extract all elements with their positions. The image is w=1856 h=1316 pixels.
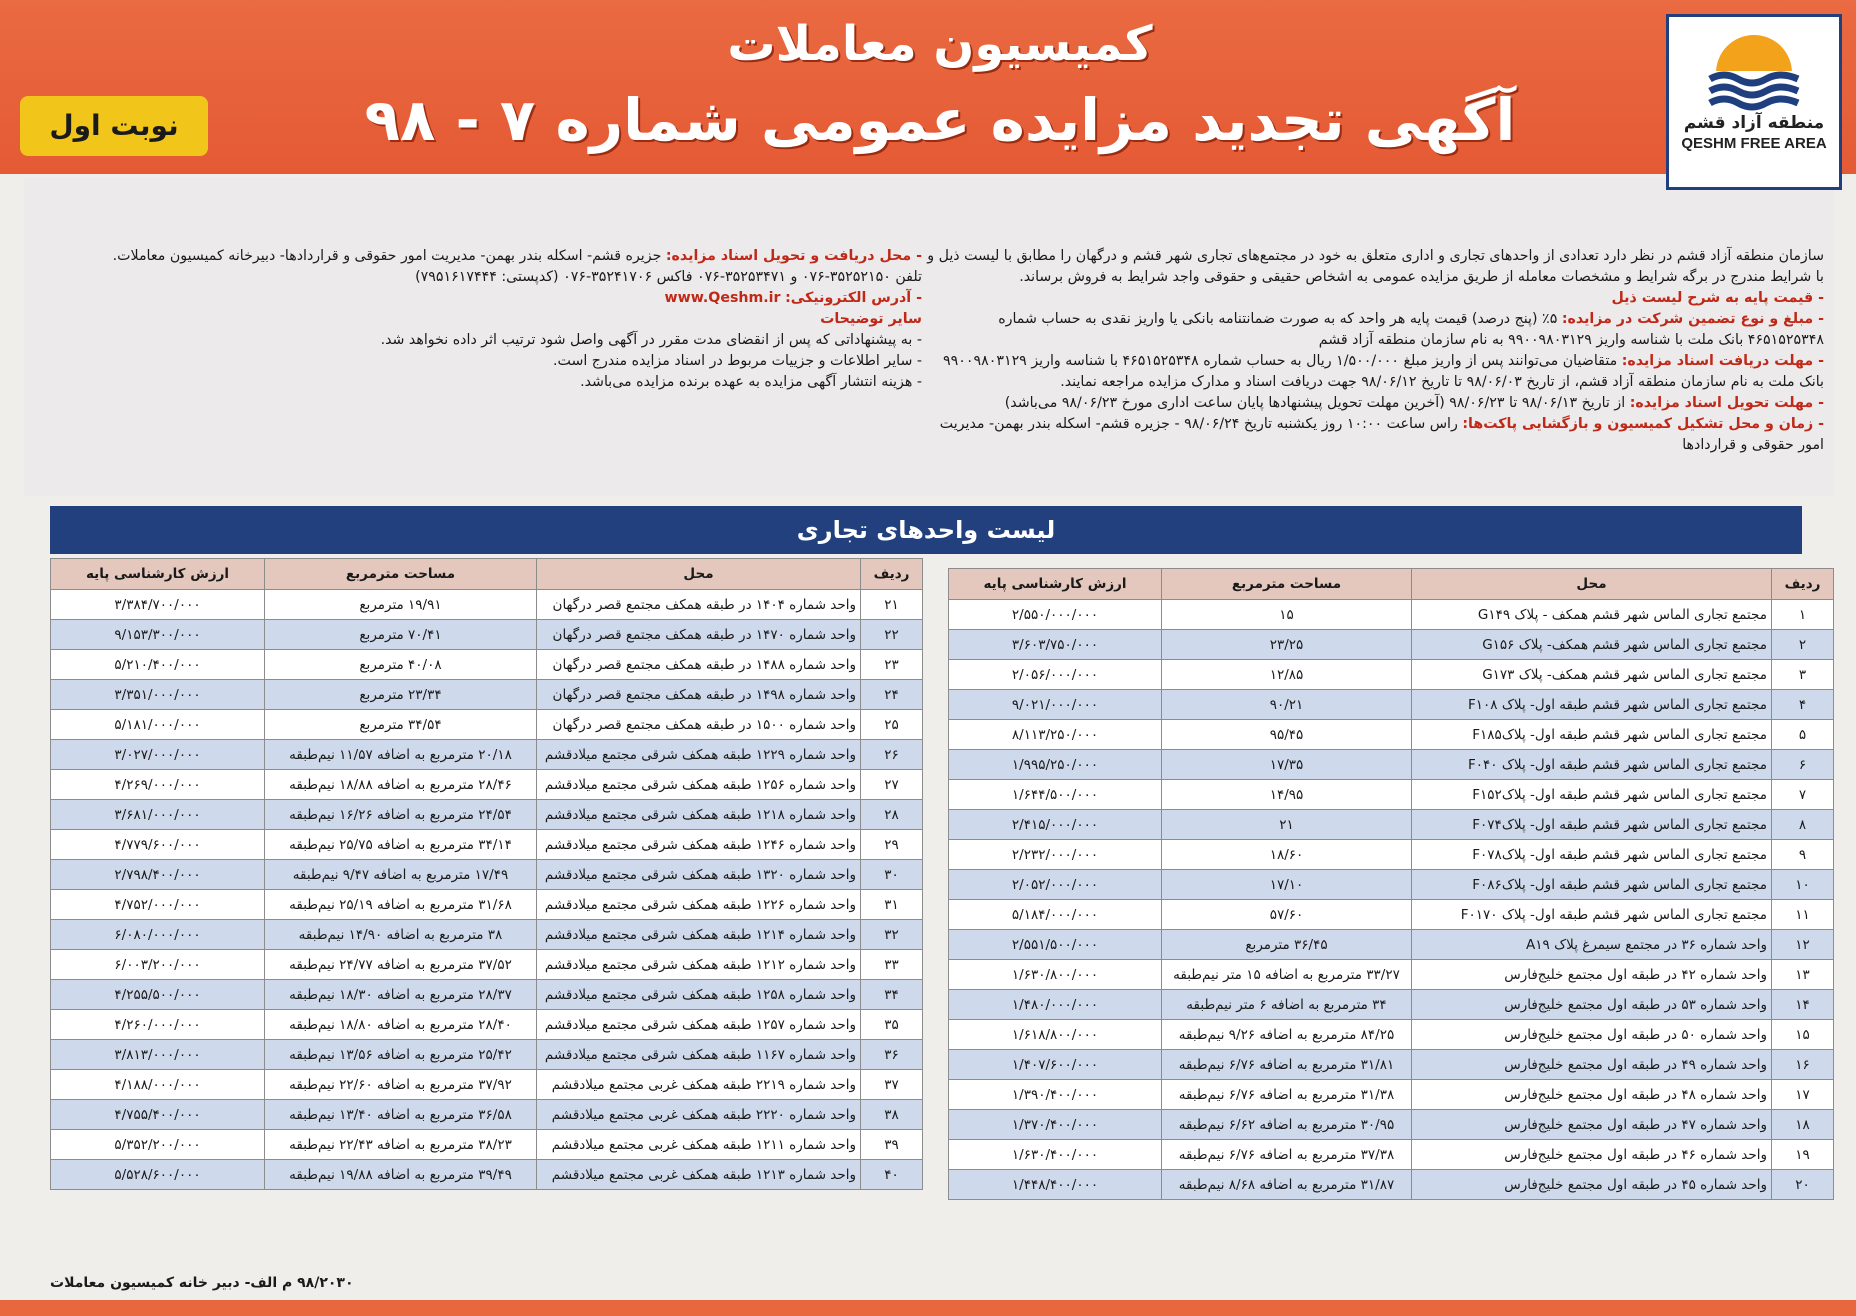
row-number-cell: ۱۷ [1772,1080,1834,1110]
price-cell: ۴/۲۵۵/۵۰۰/۰۰۰ [51,980,265,1010]
price-cell: ۱/۹۹۵/۲۵۰/۰۰۰ [949,750,1162,780]
price-cell: ۶/۰۸۰/۰۰۰/۰۰۰ [51,920,265,950]
row-number-cell: ۱۸ [1772,1110,1834,1140]
row-number-cell: ۶ [1772,750,1834,780]
price-cell: ۱/۶۴۴/۵۰۰/۰۰۰ [949,780,1162,810]
location-cell: واحد شماره ۵۳ در طبقه اول مجتمع خلیج‌فارس [1412,990,1772,1020]
units-table-right [948,568,1834,1200]
row-number-cell: ۳۰ [861,860,923,890]
area-cell: ۳۴/۵۴ مترمربع [265,710,537,740]
table-row [51,920,923,950]
price-cell: ۳/۸۱۳/۰۰۰/۰۰۰ [51,1040,265,1070]
price-cell: ۴/۲۶۰/۰۰۰/۰۰۰ [51,1010,265,1040]
table-row [949,630,1834,660]
area-cell: ۳۳/۲۷ مترمربع به اضافه ۱۵ متر نیم‌طبقه [1162,960,1412,990]
table-row [51,770,923,800]
price-cell: ۵/۳۵۲/۲۰۰/۰۰۰ [51,1130,265,1160]
table-row [51,830,923,860]
area-cell: ۲۳/۲۵ [1162,630,1412,660]
price-cell: ۱/۴۸۰/۰۰۰/۰۰۰ [949,990,1162,1020]
row-number-cell: ۴ [1772,690,1834,720]
table-row [51,1010,923,1040]
table-row [949,720,1834,750]
row-number-cell: ۳۹ [861,1130,923,1160]
area-cell: ۳۴/۱۴ مترمربع به اضافه ۲۵/۷۵ نیم‌طبقه [265,830,537,860]
location-cell: واحد شماره ۱۴۹۸ در طبقه همکف مجتمع قصر درگهان [537,680,861,710]
row-number-cell: ۳ [1772,660,1834,690]
price-cell: ۳/۰۲۷/۰۰۰/۰۰۰ [51,740,265,770]
col-header-price: ارزش کارشناسی پایه [949,569,1162,600]
sun-waves-icon [1694,27,1814,111]
website-line: - آدرس الکترونیکی: www.Qeshm.ir [664,290,922,306]
price-cell: ۲/۵۵۱/۵۰۰/۰۰۰ [949,930,1162,960]
price-cell: ۹/۰۲۱/۰۰۰/۰۰۰ [949,690,1162,720]
table-row [949,900,1834,930]
area-cell: ۸۴/۲۵ مترمربع به اضافه ۹/۲۶ نیم‌طبقه [1162,1020,1412,1050]
row-number-cell: ۲۱ [861,590,923,620]
row-number-cell: ۳۳ [861,950,923,980]
area-cell: ۱۷/۳۵ [1162,750,1412,780]
location-cell: مجتمع تجاری الماس شهر قشم طبقه اول- پلاک F۰۱۷۰ [1412,900,1772,930]
table-row [949,1140,1834,1170]
area-cell: ۳۷/۹۲ مترمربع به اضافه ۲۲/۶۰ نیم‌طبقه [265,1070,537,1100]
intro-section [24,178,1834,496]
price-cell: ۳/۶۸۱/۰۰۰/۰۰۰ [51,800,265,830]
price-cell: ۲/۲۳۲/۰۰۰/۰۰۰ [949,840,1162,870]
area-cell: ۳۸ مترمربع به اضافه ۱۴/۹۰ نیم‌طبقه [265,920,537,950]
area-cell: ۷۰/۴۱ مترمربع [265,620,537,650]
area-cell: ۴۰/۰۸ مترمربع [265,650,537,680]
price-cell: ۴/۷۵۵/۴۰۰/۰۰۰ [51,1100,265,1130]
price-cell: ۵/۱۸۱/۰۰۰/۰۰۰ [51,710,265,740]
location-cell: واحد شماره ۴۹ در طبقه اول مجتمع خلیج‌فارس [1412,1050,1772,1080]
intro-paragraph: سازمان منطقه آزاد قشم در نظر دارد تعدادی از واحدهای تجاری و اداری متعلق به خود در مجتمع‌های تجاری شهر قشم و درگهان را مطابق با لیست ذیل و با شرایط مندرج در برگه شرایط و مشخصات معامله از طریق مزایده عمومی به اشخاص حقیقی و حقوقی واجد شرایط به فروش برساند. [927,248,1824,285]
row-number-cell: ۳۸ [861,1100,923,1130]
col-header-location: محل [1412,569,1772,600]
area-cell: ۳۷/۵۲ مترمربع به اضافه ۲۴/۷۷ نیم‌طبقه [265,950,537,980]
section-title: لیست واحدهای تجاری [50,506,1802,554]
location-cell: واحد شماره ۴۶ در طبقه اول مجتمع خلیج‌فارس [1412,1140,1772,1170]
price-cell: ۴/۱۸۸/۰۰۰/۰۰۰ [51,1070,265,1100]
row-number-cell: ۲۹ [861,830,923,860]
price-cell: ۵/۲۱۰/۴۰۰/۰۰۰ [51,650,265,680]
row-number-cell: ۱۰ [1772,870,1834,900]
row-number-cell: ۲۳ [861,650,923,680]
table-row [949,1050,1834,1080]
row-number-cell: ۱۵ [1772,1020,1834,1050]
logo-text-en: QESHM FREE AREA [1681,135,1827,152]
area-cell: ۱۲/۸۵ [1162,660,1412,690]
table-header-row [51,559,923,590]
table-row [51,1130,923,1160]
row-number-cell: ۹ [1772,840,1834,870]
area-cell: ۱۴/۹۵ [1162,780,1412,810]
col-header-area: مساحت مترمربع [265,559,537,590]
qeshm-logo [1666,14,1842,190]
table-row [51,800,923,830]
intro-terms [924,246,1834,456]
location-cell: مجتمع تجاری الماس شهر قشم طبقه اول- پلاکF۰۷۴ [1412,810,1772,840]
location-cell: واحد شماره ۱۲۱۴ طبقه همکف شرقی مجتمع میلادقشم [537,920,861,950]
table-row [949,1020,1834,1050]
price-cell: ۲/۵۵۰/۰۰۰/۰۰۰ [949,600,1162,630]
row-number-cell: ۳۲ [861,920,923,950]
table-row [949,750,1834,780]
units-table-left [50,558,923,1190]
table-row [949,960,1834,990]
location-cell: واحد شماره ۲۲۲۰ طبقه همکف غربی مجتمع میلادقشم [537,1100,861,1130]
area-cell: ۳۶/۴۵ مترمربع [1162,930,1412,960]
area-cell: ۲۸/۴۶ مترمربع به اضافه ۱۸/۸۸ نیم‌طبقه [265,770,537,800]
doc-receipt-line: - مهلت دریافت اسناد مزایده: متقاضیان می‌توانند پس از واریز مبلغ ۱/۵۰۰/۰۰۰ ریال به حساب شماره ۴۶۵۱۵۲۵۳۴۸ با شناسه واریز ۹۹۰۰۹۸۰۳۱۲۹ بانک ملت به نام سازمان منطقه آزاد قشم، از تاریخ ۹۸/۰۶/۰۳ تا تاریخ ۹۸/۰۶/۱۲ جهت دریافت اسناد و مدارک مزایده مراجعه نمایند. [942,353,1824,390]
table-row [949,600,1834,630]
table-row [51,890,923,920]
location-cell: واحد شماره ۱۴۸۸ در طبقه همکف مجتمع قصر درگهان [537,650,861,680]
table-row [949,780,1834,810]
row-number-cell: ۱ [1772,600,1834,630]
location-cell: مجتمع تجاری الماس شهر قشم طبقه اول- پلاکF۱۸۵ [1412,720,1772,750]
area-cell: ۱۹/۹۱ مترمربع [265,590,537,620]
table-row [949,870,1834,900]
table-header-row [949,569,1834,600]
delivery-location-line: - محل دریافت و تحویل اسناد مزایده: جزیره قشم- اسکله بندر بهمن- مدیریت امور حقوقی و قراردادها- دبیرخانه کمیسیون معاملات. [112,248,922,264]
location-cell: واحد شماره ۴۸ در طبقه اول مجتمع خلیج‌فارس [1412,1080,1772,1110]
location-cell: واحد شماره ۱۴۰۴ در طبقه همکف مجتمع قصر درگهان [537,590,861,620]
location-cell: واحد شماره ۵۰ در طبقه اول مجتمع خلیج‌فارس [1412,1020,1772,1050]
table-row [949,810,1834,840]
location-cell: واحد شماره ۱۲۵۸ طبقه همکف شرقی مجتمع میلادقشم [537,980,861,1010]
doc-delivery-line: - مهلت تحویل اسناد مزایده: از تاریخ ۹۸/۰۶/۱۳ تا ۹۸/۰۶/۲۳ (آخرین مهلت تحویل پیشنهادها پایان ساعت اداری مورخ ۹۸/۰۶/۲۳ می‌باشد) [1004,395,1824,411]
row-number-cell: ۱۲ [1772,930,1834,960]
price-cell: ۶/۰۰۳/۲۰۰/۰۰۰ [51,950,265,980]
col-header-location: محل [537,559,861,590]
row-number-cell: ۲۷ [861,770,923,800]
table-row [51,980,923,1010]
location-cell: واحد شماره ۱۲۱۸ طبقه همکف شرقی مجتمع میلادقشم [537,800,861,830]
footer-note: ۹۸/۲۰۳۰ م الف- دبیر خانه کمیسیون معاملات [50,1275,354,1291]
table-row [51,860,923,890]
location-cell: مجتمع تجاری الماس شهر قشم طبقه اول- پلاکF۰۸۶ [1412,870,1772,900]
location-cell: واحد شماره ۴۲ در طبقه اول مجتمع خلیج‌فارس [1412,960,1772,990]
table-row [51,1100,923,1130]
table-row [51,590,923,620]
area-cell: ۳۱/۶۸ مترمربع به اضافه ۲۵/۱۹ نیم‌طبقه [265,890,537,920]
col-header-area: مساحت مترمربع [1162,569,1412,600]
intro-contact [34,246,922,393]
row-number-cell: ۲۴ [861,680,923,710]
table-row [949,840,1834,870]
location-cell: واحد شماره ۱۳۲۰ طبقه همکف شرقی مجتمع میلادقشم [537,860,861,890]
row-number-cell: ۳۶ [861,1040,923,1070]
location-cell: مجتمع تجاری الماس شهر قشم طبقه اول- پلاکF۰۷۸ [1412,840,1772,870]
price-cell: ۲/۰۵۲/۰۰۰/۰۰۰ [949,870,1162,900]
base-price-line: - قیمت پایه به شرح لیست ذیل [1611,290,1824,306]
page-subtitle: آگهی تجدید مزایده عمومی شماره ۷ - ۹۸ [364,86,1516,154]
table-row [51,1040,923,1070]
location-cell: واحد شماره ۴۵ در طبقه اول مجتمع خلیج‌فارس [1412,1170,1772,1200]
area-cell: ۲۸/۴۰ مترمربع به اضافه ۱۸/۸۰ نیم‌طبقه [265,1010,537,1040]
location-cell: واحد شماره ۱۲۲۹ طبقه همکف شرقی مجتمع میلادقشم [537,740,861,770]
table-row [949,990,1834,1020]
row-number-cell: ۳۷ [861,1070,923,1100]
row-number-cell: ۳۱ [861,890,923,920]
row-number-cell: ۸ [1772,810,1834,840]
price-cell: ۱/۴۴۸/۴۰۰/۰۰۰ [949,1170,1162,1200]
table-row [51,740,923,770]
price-cell: ۵/۵۲۸/۶۰۰/۰۰۰ [51,1160,265,1190]
price-cell: ۲/۰۵۶/۰۰۰/۰۰۰ [949,660,1162,690]
area-cell: ۳۶/۵۸ مترمربع به اضافه ۱۳/۴۰ نیم‌طبقه [265,1100,537,1130]
row-number-cell: ۲۶ [861,740,923,770]
location-cell: مجتمع تجاری الماس شهر قشم طبقه اول- پلاک F۰۴۰ [1412,750,1772,780]
price-cell: ۱/۳۷۰/۴۰۰/۰۰۰ [949,1110,1162,1140]
location-cell: واحد شماره ۳۶ در مجتمع سیمرغ پلاک A۱۹ [1412,930,1772,960]
table-row [949,660,1834,690]
location-cell: واحد شماره ۱۲۵۷ طبقه همکف شرقی مجتمع میلادقشم [537,1010,861,1040]
note-item: - سایر اطلاعات و جزییات مربوط در اسناد مزایده مندرج است. [553,353,922,369]
row-number-cell: ۱۴ [1772,990,1834,1020]
col-header-price: ارزش کارشناسی پایه [51,559,265,590]
area-cell: ۲۵/۴۲ مترمربع به اضافه ۱۳/۵۶ نیم‌طبقه [265,1040,537,1070]
row-number-cell: ۲۲ [861,620,923,650]
area-cell: ۲۰/۱۸ مترمربع به اضافه ۱۱/۵۷ نیم‌طبقه [265,740,537,770]
row-number-cell: ۴۰ [861,1160,923,1190]
row-number-cell: ۱۶ [1772,1050,1834,1080]
location-cell: واحد شماره ۱۱۶۷ طبقه همکف شرقی مجتمع میلادقشم [537,1040,861,1070]
price-cell: ۴/۷۵۲/۰۰۰/۰۰۰ [51,890,265,920]
location-cell: مجتمع تجاری الماس شهر قشم همکف- پلاک G۱۷۳ [1412,660,1772,690]
price-cell: ۳/۶۰۳/۷۵۰/۰۰۰ [949,630,1162,660]
phone-line: تلفن ۳۵۲۵۲۱۵۰-۰۷۶ و ۳۵۲۵۳۴۷۱-۰۷۶ فاکس ۳۵۲۴۱۷۰۶-۰۷۶ (کدپستی: ۷۹۵۱۶۱۷۴۴۴) [415,269,922,285]
location-cell: واحد شماره ۱۴۷۰ در طبقه همکف مجتمع قصر درگهان [537,620,861,650]
table-row [51,650,923,680]
area-cell: ۱۷/۱۰ [1162,870,1412,900]
area-cell: ۳۱/۸۱ مترمربع به اضافه ۶/۷۶ نیم‌طبقه [1162,1050,1412,1080]
location-cell: واحد شماره ۱۵۰۰ در طبقه همکف مجتمع قصر درگهان [537,710,861,740]
website-link[interactable]: www.Qeshm.ir [664,290,781,306]
row-number-cell: ۲ [1772,630,1834,660]
price-cell: ۵/۱۸۴/۰۰۰/۰۰۰ [949,900,1162,930]
area-cell: ۳۴ مترمربع به اضافه ۶ متر نیم‌طبقه [1162,990,1412,1020]
location-cell: واحد شماره ۲۲۱۹ طبقه همکف غربی مجتمع میلادقشم [537,1070,861,1100]
table-row [949,690,1834,720]
area-cell: ۳۰/۹۵ مترمربع به اضافه ۶/۶۲ نیم‌طبقه [1162,1110,1412,1140]
area-cell: ۳۷/۳۸ مترمربع به اضافه ۶/۷۶ نیم‌طبقه [1162,1140,1412,1170]
price-cell: ۱/۴۰۷/۶۰۰/۰۰۰ [949,1050,1162,1080]
location-cell: واحد شماره ۱۲۱۲ طبقه همکف شرقی مجتمع میلادقشم [537,950,861,980]
area-cell: ۹۰/۲۱ [1162,690,1412,720]
area-cell: ۲۸/۳۷ مترمربع به اضافه ۱۸/۳۰ نیم‌طبقه [265,980,537,1010]
header-banner [0,0,1856,174]
page-title: کمیسیون معاملات [727,16,1153,72]
table-row [51,1070,923,1100]
price-cell: ۱/۶۳۰/۸۰۰/۰۰۰ [949,960,1162,990]
area-cell: ۱۵ [1162,600,1412,630]
area-cell: ۳۱/۸۷ مترمربع به اضافه ۸/۶۸ نیم‌طبقه [1162,1170,1412,1200]
bottom-strip [0,1300,1856,1316]
row-number-cell: ۲۵ [861,710,923,740]
logo-text-fa: منطقه آزاد قشم [1683,113,1825,133]
row-number-cell: ۳۵ [861,1010,923,1040]
table-row [51,710,923,740]
price-cell: ۲/۷۹۸/۴۰۰/۰۰۰ [51,860,265,890]
area-cell: ۳۱/۳۸ مترمربع به اضافه ۶/۷۶ نیم‌طبقه [1162,1080,1412,1110]
area-cell: ۲۴/۵۴ مترمربع به اضافه ۱۶/۲۶ نیم‌طبقه [265,800,537,830]
location-cell: مجتمع تجاری الماس شهر قشم همکف- پلاک G۱۵۶ [1412,630,1772,660]
price-cell: ۱/۳۹۰/۴۰۰/۰۰۰ [949,1080,1162,1110]
area-cell: ۹۵/۴۵ [1162,720,1412,750]
area-cell: ۲۱ [1162,810,1412,840]
price-cell: ۹/۱۵۳/۳۰۰/۰۰۰ [51,620,265,650]
note-item: - هزینه انتشار آگهی مزایده به عهده برنده مزایده می‌باشد. [580,374,922,390]
location-cell: مجتمع تجاری الماس شهر قشم همکف - پلاک G۱۴۹ [1412,600,1772,630]
price-cell: ۱/۶۱۸/۸۰۰/۰۰۰ [949,1020,1162,1050]
price-cell: ۱/۶۳۰/۴۰۰/۰۰۰ [949,1140,1162,1170]
location-cell: واحد شماره ۱۲۵۶ طبقه همکف شرقی مجتمع میلادقشم [537,770,861,800]
area-cell: ۳۹/۴۹ مترمربع به اضافه ۱۹/۸۸ نیم‌طبقه [265,1160,537,1190]
price-cell: ۳/۳۵۱/۰۰۰/۰۰۰ [51,680,265,710]
table-row [51,950,923,980]
table-row [949,1110,1834,1140]
area-cell: ۱۸/۶۰ [1162,840,1412,870]
location-cell: واحد شماره ۱۲۲۶ طبقه همکف شرقی مجتمع میلادقشم [537,890,861,920]
price-cell: ۳/۳۸۴/۷۰۰/۰۰۰ [51,590,265,620]
area-cell: ۱۷/۴۹ مترمربع به اضافه ۹/۴۷ نیم‌طبقه [265,860,537,890]
location-cell: واحد شماره ۱۲۱۱ طبقه همکف غربی مجتمع میلادقشم [537,1130,861,1160]
row-number-cell: ۱۱ [1772,900,1834,930]
row-number-cell: ۱۹ [1772,1140,1834,1170]
location-cell: واحد شماره ۴۷ در طبقه اول مجتمع خلیج‌فارس [1412,1110,1772,1140]
price-cell: ۸/۱۱۳/۲۵۰/۰۰۰ [949,720,1162,750]
table-row [949,930,1834,960]
price-cell: ۴/۲۶۹/۰۰۰/۰۰۰ [51,770,265,800]
col-header-row: ردیف [1772,569,1834,600]
table-row [51,1160,923,1190]
table-row [949,1080,1834,1110]
col-header-row: ردیف [861,559,923,590]
area-cell: ۳۸/۲۳ مترمربع به اضافه ۲۲/۴۳ نیم‌طبقه [265,1130,537,1160]
table-row [949,1170,1834,1200]
commission-time-line: - زمان و محل تشکیل کمیسیون و بازگشایی پاکت‌ها: راس ساعت ۱۰:۰۰ روز یکشنبه تاریخ ۹۸/۰۶/۲۴ - جزیره قشم- اسکله بندر بهمن- مدیریت امور حقوقی و قراردادها [939,416,1824,453]
note-item: - به پیشنهاداتی که پس از انقضای مدت مقرر در آگهی واصل شود ترتیب اثر داده نخواهد شد. [380,332,922,348]
row-number-cell: ۵ [1772,720,1834,750]
area-cell: ۲۳/۳۴ مترمربع [265,680,537,710]
table-row [51,680,923,710]
notes-title: سایر توضیحات [820,311,922,327]
guarantee-line: - مبلغ و نوع تضمین شرکت در مزایده: ۵٪ (پنج درصد) قیمت پایه هر واحد که به صورت ضمانتنامه بانکی یا واریز نقدی به حساب شماره ۴۶۵۱۵۲۵۳۴۸ بانک ملت با شناسه واریز ۹۹۰۰۹۸۰۳۱۲۹ به نام سازمان منطقه آزاد قشم [998,311,1824,348]
turn-badge: نوبت اول [20,96,208,156]
row-number-cell: ۱۳ [1772,960,1834,990]
location-cell: واحد شماره ۱۲۱۳ طبقه همکف غربی مجتمع میلادقشم [537,1160,861,1190]
location-cell: واحد شماره ۱۲۴۶ طبقه همکف شرقی مجتمع میلادقشم [537,830,861,860]
price-cell: ۴/۷۷۹/۶۰۰/۰۰۰ [51,830,265,860]
location-cell: مجتمع تجاری الماس شهر قشم طبقه اول- پلاک F۱۰۸ [1412,690,1772,720]
row-number-cell: ۷ [1772,780,1834,810]
price-cell: ۲/۴۱۵/۰۰۰/۰۰۰ [949,810,1162,840]
area-cell: ۵۷/۶۰ [1162,900,1412,930]
table-row [51,620,923,650]
row-number-cell: ۲۸ [861,800,923,830]
row-number-cell: ۳۴ [861,980,923,1010]
row-number-cell: ۲۰ [1772,1170,1834,1200]
location-cell: مجتمع تجاری الماس شهر قشم طبقه اول- پلاکF۱۵۲ [1412,780,1772,810]
